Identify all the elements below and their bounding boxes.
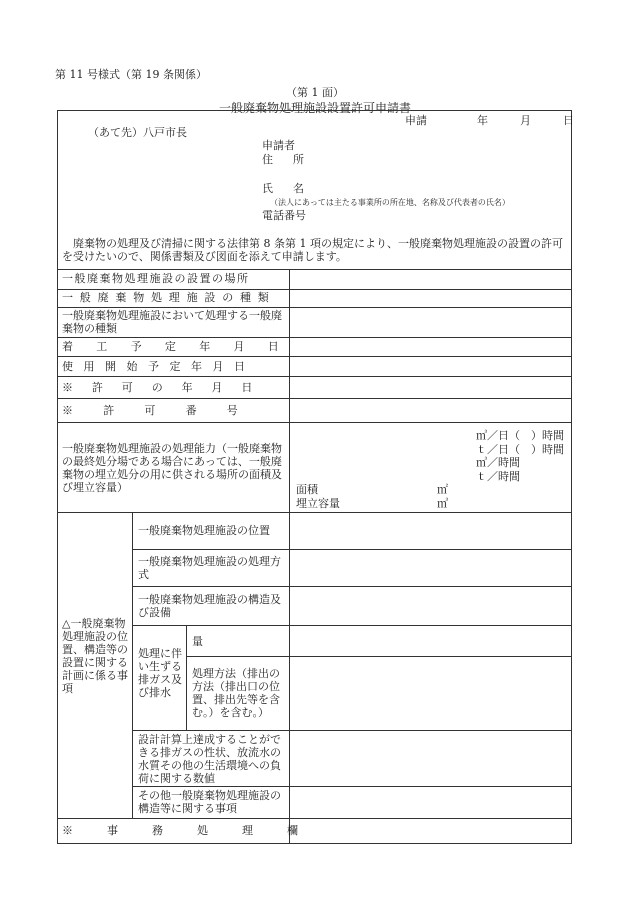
exhaust-group-label: 処理に伴い生ずる排ガス及び排水 bbox=[138, 647, 182, 699]
column-divider bbox=[132, 512, 133, 818]
month-label: 月 bbox=[520, 114, 531, 127]
area-unit: ㎡ bbox=[437, 483, 448, 496]
page-label: （第 1 面） bbox=[286, 86, 344, 99]
capacity-unit-1: ㎥／日（ ）時間 bbox=[476, 429, 564, 442]
divider bbox=[132, 786, 572, 787]
date-label: 申請 bbox=[405, 114, 427, 127]
plan-group-label: △一般廃棄物処理施設の位置、構造等の設置に関する計画に係る事項 bbox=[62, 617, 128, 695]
type-label: 一般廃棄物処理施設の種類 bbox=[62, 291, 276, 304]
phone-label: 電話番号 bbox=[262, 209, 306, 222]
divider bbox=[57, 356, 572, 357]
other-label: その他一般廃棄物処理施設の構造等に関する事項 bbox=[138, 789, 281, 815]
treatment-label: 処理方法（排出の方法（排出口の位置、排出先等を含む。）を含む。） bbox=[192, 667, 280, 719]
office-use-label: ※事務処理欄 bbox=[62, 824, 332, 837]
addressee: （あて先）八戸市長 bbox=[88, 126, 187, 139]
volume-label: 埋立容量 bbox=[296, 497, 340, 510]
day-label: 日 bbox=[563, 114, 574, 127]
declaration-text: 廃棄物の処理及び清掃に関する法律第 8 条第 1 項の規定により、一般廃棄物処理施設の設置の許可を受けたいので、関係書類及び図面を添えて申請します。 bbox=[62, 237, 563, 263]
applicant-label: 申請者 bbox=[262, 139, 295, 152]
start-date-label: 着工予定年月日 bbox=[62, 340, 303, 353]
waste-type-label: 一般廃棄物処理施設において処理する一般廃棄物の種類 bbox=[62, 309, 282, 335]
column-divider bbox=[289, 269, 290, 844]
divider bbox=[57, 376, 572, 377]
plan-method-label: 一般廃棄物処理施設の処理方式 bbox=[138, 555, 281, 581]
divider bbox=[57, 337, 572, 338]
divider bbox=[57, 422, 572, 423]
use-date-label: 使用開始予定年月日 bbox=[62, 360, 256, 373]
divider bbox=[132, 549, 572, 550]
plan-structure-label: 一般廃棄物処理施設の構造及び設備 bbox=[138, 593, 281, 619]
divider bbox=[57, 289, 572, 290]
divider bbox=[186, 656, 572, 657]
volume-unit: ㎥ bbox=[437, 497, 448, 510]
form-title: 一般廃棄物処理施設設置許可申請書 bbox=[218, 101, 411, 115]
column-divider bbox=[186, 625, 187, 730]
name-note: （法人にあっては主たる事業所の所在地、名称及び代表者の氏名） bbox=[270, 198, 510, 207]
amount-label: 量 bbox=[192, 635, 203, 648]
address-label: 住 所 bbox=[262, 153, 304, 166]
design-label: 設計計算上達成することができる排ガスの性状、放流水の水質その他の生活環境への負荷に関する数値 bbox=[138, 733, 281, 785]
capacity-unit-2: ｔ／日（ ）時間 bbox=[476, 443, 564, 456]
name-label: 氏 名 bbox=[262, 182, 304, 195]
divider bbox=[57, 398, 572, 399]
capacity-unit-3: ㎥／時間 bbox=[476, 456, 520, 469]
location-label: 一般廃棄物処理施設の設置の場所 bbox=[62, 272, 250, 285]
capacity-label: 一般廃棄物処理施設の処理能力（一般廃棄物の最終処分場である場合にあっては、一般廃棄物の埋立処分の用に供される場所の面積及び埋立容量） bbox=[62, 442, 282, 494]
divider bbox=[57, 269, 572, 270]
divider bbox=[57, 818, 572, 819]
divider bbox=[57, 512, 572, 513]
application-date bbox=[405, 112, 574, 128]
divider bbox=[57, 307, 572, 308]
form-number: 第 11 号様式（第 19 条関係） bbox=[55, 68, 207, 81]
divider bbox=[132, 625, 572, 626]
capacity-unit-4: ｔ／時間 bbox=[476, 470, 520, 483]
divider bbox=[132, 730, 572, 731]
permit-date-label: ※許可の年月日 bbox=[62, 381, 272, 394]
divider bbox=[132, 586, 572, 587]
permit-number-label: ※許可番号 bbox=[62, 404, 268, 417]
plan-position-label: 一般廃棄物処理施設の位置 bbox=[138, 524, 270, 537]
area-label: 面積 bbox=[296, 483, 318, 496]
year-label: 年 bbox=[477, 114, 488, 127]
